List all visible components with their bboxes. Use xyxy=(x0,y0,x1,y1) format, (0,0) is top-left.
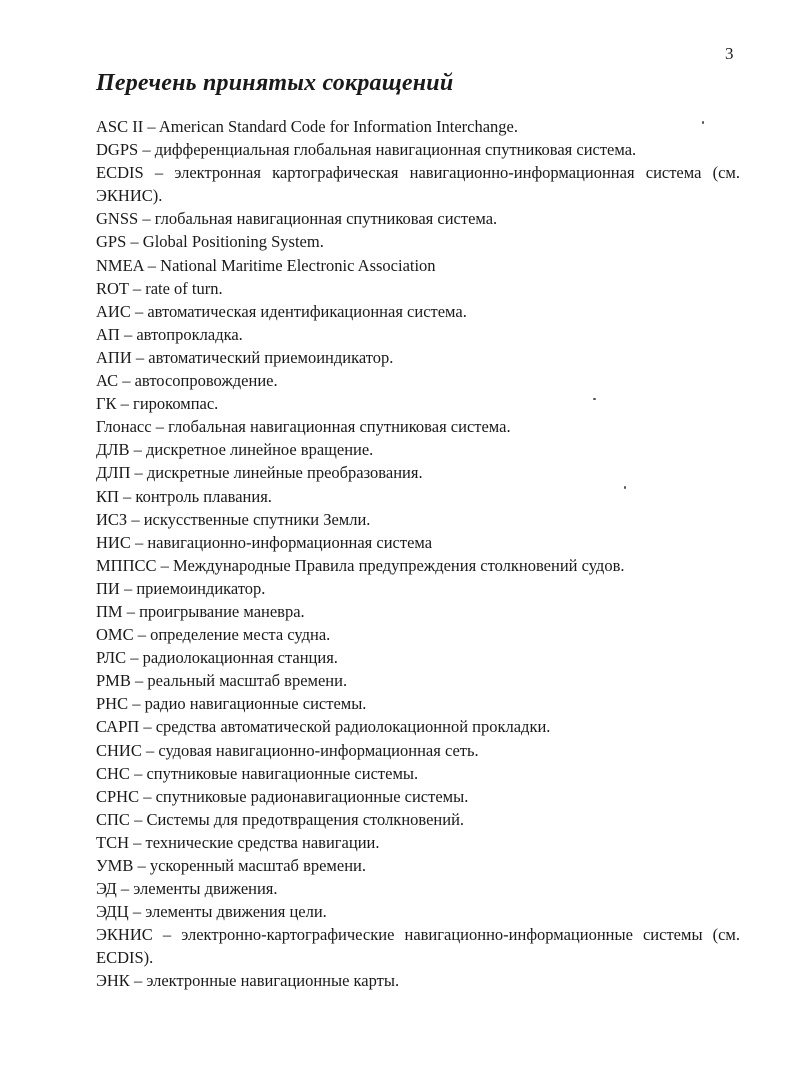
abbreviation-definition: судовая навигационно-информационная сеть. xyxy=(158,740,479,760)
abbreviation-term: РЛС xyxy=(96,648,127,668)
abbreviation-item xyxy=(96,554,740,577)
abbreviation-dash: – xyxy=(143,163,175,183)
scan-speck xyxy=(702,121,704,124)
abbreviation-term: ASC II xyxy=(96,117,144,136)
abbreviation-dash: – xyxy=(130,671,148,691)
abbreviation-item xyxy=(96,854,740,877)
abbreviation-term: ГК xyxy=(96,394,117,414)
abbreviation-term: АС xyxy=(96,371,119,391)
scan-speck xyxy=(593,398,596,400)
abbreviation-definition: радио навигационные системы. xyxy=(144,694,367,714)
abbreviation-definition: дискретные линейные преобразования. xyxy=(146,463,423,483)
abbreviation-definition: автосопровождение. xyxy=(134,371,278,391)
abbreviation-definition: спутниковые радионавигационные системы. xyxy=(155,786,469,806)
abbreviation-definition: приемоиндикатор. xyxy=(136,578,266,598)
abbreviation-dash: – xyxy=(119,578,137,598)
abbreviation-definition: Международные Правила предупреждения столкновений судов. xyxy=(173,555,625,575)
abbreviation-term: ДЛП xyxy=(96,463,131,483)
abbreviation-term: GPS xyxy=(96,232,127,252)
abbreviation-definition: элементы движения. xyxy=(133,879,278,899)
abbreviation-definition: Global Positioning System. xyxy=(142,232,324,252)
abbreviation-dash: – xyxy=(130,301,148,321)
abbreviation-item xyxy=(96,323,740,346)
abbreviation-dash: – xyxy=(129,809,147,829)
abbreviation-definition: технические средства навигации. xyxy=(145,832,380,852)
abbreviation-definition: реальный масштаб времени. xyxy=(147,671,348,691)
abbreviation-item xyxy=(96,785,740,808)
abbreviation-dash: – xyxy=(131,347,149,367)
abbreviation-item xyxy=(96,485,740,508)
abbreviation-term: ЭД xyxy=(96,879,117,899)
abbreviation-definition: дискретное линейное вращение. xyxy=(145,440,374,460)
abbreviation-dash: – xyxy=(138,209,155,229)
abbreviation-definition: спутниковые навигационные системы. xyxy=(146,763,419,783)
abbreviation-item xyxy=(96,161,740,207)
abbreviation-definition: дифференциальная глобальная навигационная спутниковая система. xyxy=(154,140,637,160)
abbreviation-definition: искусственные спутники Земли. xyxy=(143,509,371,529)
abbreviation-dash: – xyxy=(133,856,150,875)
abbreviation-item xyxy=(96,577,740,600)
abbreviation-dash: – xyxy=(151,417,169,437)
abbreviation-definition: радиолокационная станция. xyxy=(142,648,338,668)
abbreviation-dash: – xyxy=(129,832,146,852)
abbreviation-item xyxy=(96,900,740,923)
abbreviation-item xyxy=(96,300,740,323)
abbreviation-dash: – xyxy=(118,486,136,506)
abbreviation-item xyxy=(96,346,740,369)
abbreviation-item xyxy=(96,600,740,623)
abbreviation-definition: глобальная навигационная спутниковая система. xyxy=(168,417,511,437)
abbreviation-term: ECDIS xyxy=(96,163,144,183)
abbreviation-item xyxy=(96,415,740,438)
abbreviation-definition: American Standard Code for Information Interchange. xyxy=(158,117,519,136)
abbreviation-definition: электронная картографическая навигационно-информационная система (см. ЭКНИС). xyxy=(96,163,740,206)
abbreviation-definition: глобальная навигационная спутниковая система. xyxy=(154,209,498,229)
abbreviation-term: АПИ xyxy=(96,347,132,367)
abbreviation-dash: – xyxy=(126,232,143,252)
abbreviation-term: НИС xyxy=(96,532,131,552)
abbreviation-dash: – xyxy=(156,555,174,575)
abbreviation-term: СНС xyxy=(96,763,130,783)
abbreviation-term: ROT xyxy=(96,278,129,298)
abbreviation-definition: навигационно-информационная система xyxy=(147,532,433,552)
abbreviation-item xyxy=(96,669,740,692)
abbreviation-dash: – xyxy=(116,394,134,414)
abbreviation-definition: электронные навигационные карты. xyxy=(146,971,400,991)
abbreviation-term: АП xyxy=(96,324,120,344)
abbreviation-item xyxy=(96,438,740,461)
abbreviation-dash: – xyxy=(127,509,144,529)
abbreviation-definition: элементы движения цели. xyxy=(145,902,327,922)
abbreviation-definition: электронно-картографические навигационно-информационные системы (см. ECDIS). xyxy=(96,925,740,968)
abbreviation-dash: – xyxy=(128,278,146,298)
abbreviation-dash: – xyxy=(126,648,143,668)
abbreviation-term: ПИ xyxy=(96,578,120,598)
page-title: Перечень принятых сокращений xyxy=(96,70,454,96)
abbreviation-definition: определение места судна. xyxy=(150,625,331,645)
abbreviation-term: ИСЗ xyxy=(96,509,128,529)
abbreviation-dash: – xyxy=(139,717,156,737)
abbreviation-dash: – xyxy=(118,371,135,391)
abbreviation-dash: – xyxy=(130,463,147,483)
abbreviation-item xyxy=(96,692,740,715)
abbreviation-item xyxy=(96,969,740,992)
abbreviation-item xyxy=(96,877,740,900)
abbreviation-term: ЭДЦ xyxy=(96,902,129,922)
abbreviation-term: GNSS xyxy=(96,209,139,229)
abbreviation-definition: автоматический приемоиндикатор. xyxy=(148,347,394,367)
abbreviation-dash: – xyxy=(152,925,182,945)
abbreviation-item xyxy=(96,254,740,277)
abbreviation-term: РМВ xyxy=(96,671,131,691)
abbreviation-definition: автоматическая идентификационная система. xyxy=(147,301,467,321)
abbreviation-term: САРП xyxy=(96,717,140,737)
scan-speck xyxy=(624,486,626,489)
abbreviation-item xyxy=(96,277,740,300)
page-number: 3 xyxy=(725,44,734,63)
abbreviation-term: АИС xyxy=(96,301,131,321)
abbreviation-definition: автопрокладка. xyxy=(136,324,243,344)
abbreviation-item xyxy=(96,623,740,646)
abbreviation-dash: – xyxy=(128,694,145,714)
abbreviation-term: КП xyxy=(96,486,119,506)
abbreviation-item xyxy=(96,392,740,415)
abbreviation-item xyxy=(96,739,740,762)
abbreviation-dash: – xyxy=(143,117,159,136)
abbreviation-item xyxy=(96,715,740,738)
abbreviation-term: ДЛВ xyxy=(96,440,130,460)
abbreviation-term: РНС xyxy=(96,694,129,714)
abbreviation-term: DGPS xyxy=(96,140,139,160)
abbreviation-item xyxy=(96,531,740,554)
abbreviation-dash: – xyxy=(116,879,134,899)
abbreviation-item xyxy=(96,461,740,484)
abbreviation-dash: – xyxy=(129,440,146,460)
abbreviation-term: ЭНК xyxy=(96,971,130,991)
abbreviation-dash: – xyxy=(139,786,156,806)
abbreviation-definition: National Maritime Electronic Association xyxy=(160,255,436,275)
abbreviation-definition: ускоренный масштаб времени. xyxy=(149,856,366,875)
abbreviation-dash: – xyxy=(138,140,155,160)
abbreviation-term: NMEA xyxy=(96,255,144,275)
abbreviation-dash: – xyxy=(143,255,161,275)
abbreviation-item xyxy=(96,230,740,253)
abbreviation-dash: – xyxy=(130,532,148,552)
abbreviation-term: МППСС xyxy=(96,555,157,575)
abbreviation-item xyxy=(96,508,740,531)
abbreviation-term: ЭКНИС xyxy=(96,925,153,945)
abbreviation-dash: – xyxy=(129,763,147,783)
abbreviation-term: Глонасс xyxy=(96,417,152,437)
abbreviation-definition: контроль плавания. xyxy=(135,486,272,506)
abbreviation-term: СНИС xyxy=(96,740,142,760)
abbreviation-dash: – xyxy=(129,971,147,991)
abbreviation-dash: – xyxy=(141,740,159,760)
abbreviation-dash: – xyxy=(122,601,140,621)
abbreviation-item xyxy=(96,369,740,392)
abbreviation-definition: Системы для предотвращения столкновений. xyxy=(146,809,465,829)
abbreviation-term: ТСН xyxy=(96,832,129,852)
abbreviation-item xyxy=(96,762,740,785)
abbreviation-term: СРНС xyxy=(96,786,140,806)
abbreviation-dash: – xyxy=(128,902,146,922)
abbreviation-definition: средства автоматической радиолокационной прокладки. xyxy=(155,717,551,737)
abbreviation-item xyxy=(96,923,740,969)
abbreviation-dash: – xyxy=(119,324,137,344)
abbreviation-item xyxy=(96,138,740,161)
abbreviation-item xyxy=(96,207,740,230)
abbreviation-item xyxy=(96,646,740,669)
abbreviation-definition: rate of turn. xyxy=(145,278,223,298)
abbreviation-term: СПС xyxy=(96,809,130,829)
abbreviation-definition: проигрывание маневра. xyxy=(139,601,305,621)
abbreviation-term: УМВ xyxy=(96,856,134,875)
abbreviation-list xyxy=(96,115,740,993)
abbreviation-item xyxy=(96,831,740,854)
abbreviation-definition: гирокомпас. xyxy=(133,394,219,414)
abbreviation-dash: – xyxy=(133,625,151,645)
abbreviation-term: ОМС xyxy=(96,625,134,645)
abbreviation-term: ПМ xyxy=(96,601,123,621)
abbreviation-item xyxy=(96,808,740,831)
abbreviation-item xyxy=(96,115,740,138)
